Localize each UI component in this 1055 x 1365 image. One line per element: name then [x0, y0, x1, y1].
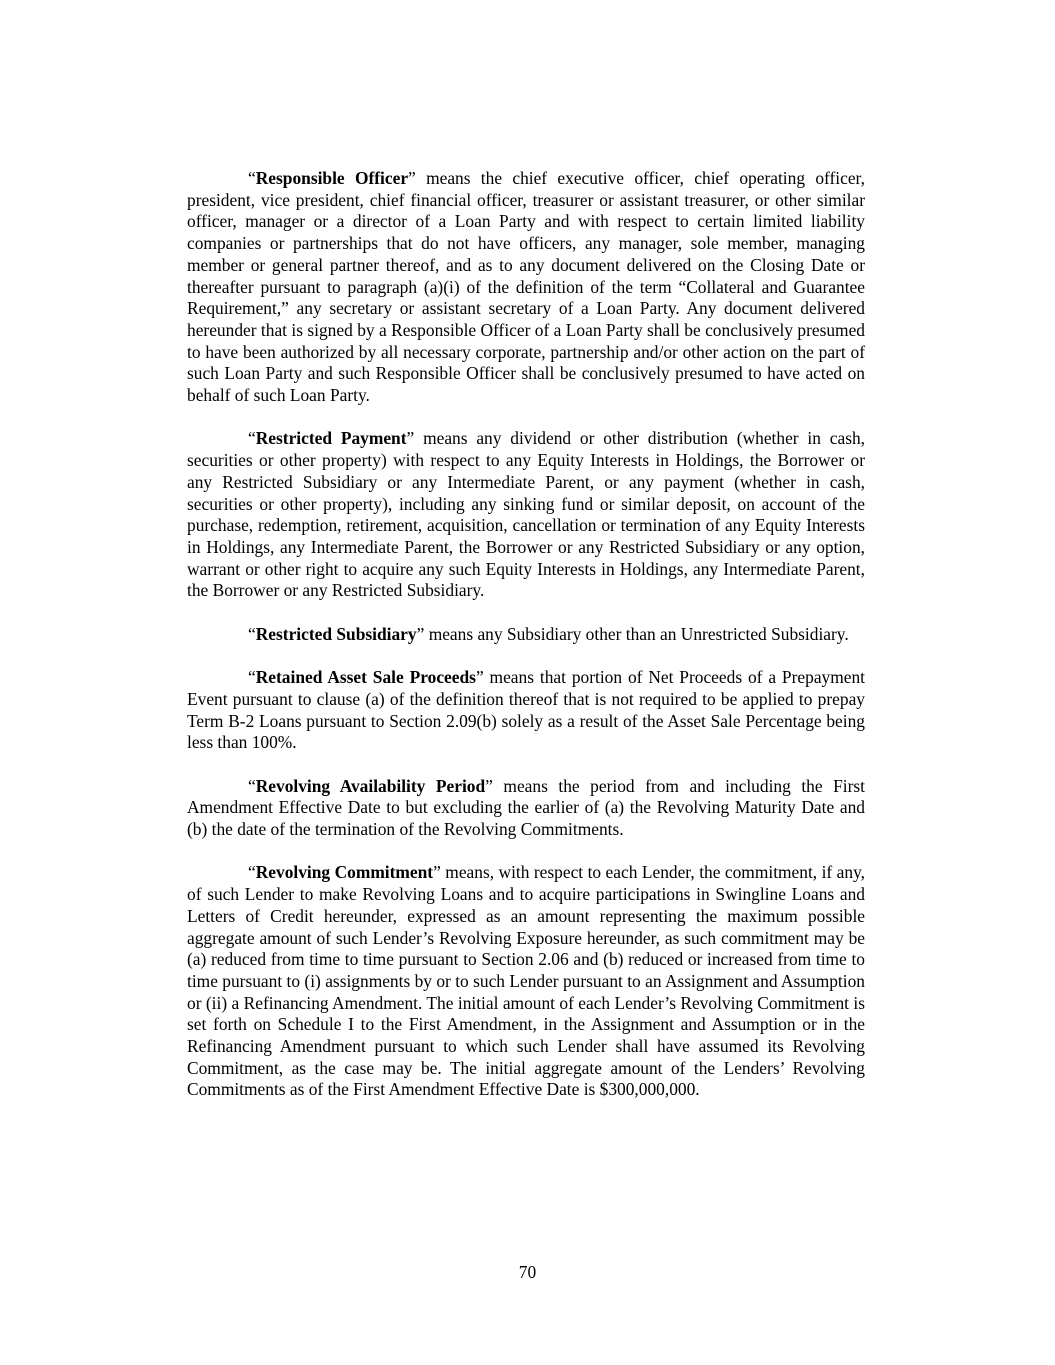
- definition-revolving-commitment: [187, 862, 865, 1101]
- definition-text: means any Subsidiary other than an Unrestricted Subsidiary.: [424, 623, 849, 644]
- defined-term: Restricted Subsidiary: [255, 623, 417, 644]
- open-quote: “: [248, 623, 256, 644]
- definition-text: means, with respect to each Lender, the commitment, if any, of such Lender to make Revolving Loans and to acquire participations in Swingline Loans and Letters of Credit hereunder, expressed as an amount representing the maximum possible aggregate amount of such Lender’s Revolving Exposure hereunder, as such commitment may be (a) reduced from time to time pursuant to Section 2.06 and (b) reduced or increased from time to time pursuant to (i) assignments by or to such Lender pursuant to an Assignment and Assumption or (ii) a Refinancing Amendment. The initial amount of each Lender’s Revolving Commitment is set forth on Schedule I to the First Amendment, in the Assignment and Assumption or in the Refinancing Amendment pursuant to which such Lender shall have assumed its Revolving Commitment, as the case may be. The initial aggregate amount of the Lenders’ Revolving Commitments as of the First Amendment Effective Date is $300,000,000.: [187, 862, 865, 1100]
- definition-text: means that portion of Net Proceeds of a Prepayment Event pursuant to clause (a) of the definition thereof that is not required to be applied to prepay Term B-2 Loans pursuant to Section 2.09(b) solely as a result of the Asset Sale Percentage being less than 100%.: [187, 667, 866, 753]
- definition-revolving-availability-period: [187, 776, 865, 841]
- definition-restricted-payment: [187, 428, 865, 602]
- defined-term: Revolving Availability Period: [255, 775, 486, 796]
- document-body: [187, 168, 865, 1123]
- defined-term: Restricted Payment: [255, 428, 407, 449]
- close-quote: ”: [433, 862, 441, 883]
- close-quote: ”: [485, 775, 493, 796]
- definition-responsible-officer: [187, 168, 865, 407]
- definition-text: means the period from and including the First Amendment Effective Date to but excluding the earlier of (a) the Revolving Maturity Date and (b) the date of the termination of the Revolving Commitments.: [187, 775, 865, 840]
- open-quote: “: [248, 428, 256, 449]
- open-quote: “: [248, 775, 256, 796]
- page-number: 70: [518, 1262, 537, 1282]
- defined-term: Retained Asset Sale Proceeds: [255, 667, 476, 688]
- definition-restricted-subsidiary: [187, 624, 865, 646]
- open-quote: “: [248, 667, 256, 688]
- defined-term: Revolving Commitment: [255, 862, 434, 883]
- close-quote: ”: [408, 168, 416, 188]
- definition-text: means the chief executive officer, chief operating officer, president, vice president, chief financial officer, treasurer or assistant treasurer, or other similar officer, manager or a director of a Loan Party and with respect to certain limited liability companies or partnerships that do not have officers, any manager, sole member, managing member or general partner thereof, and as to any document delivered on the Closing Date or thereafter pursuant to paragraph (a)(i) of the definition of the term “Collateral and Guarantee Requirement,” any secretary or assistant secretary of a Loan Party. Any document delivered hereunder that is signed by a Responsible Officer of a Loan Party shall be conclusively presumed to have been authorized by all necessary corporate, partnership and/or other action on the part of such Loan Party and such Responsible Officer shall be conclusively presumed to have acted on behalf of such Loan Party.: [187, 168, 865, 406]
- open-quote: “: [248, 168, 256, 188]
- close-quote: ”: [406, 428, 415, 449]
- close-quote: ”: [416, 623, 425, 644]
- defined-term: Responsible Officer: [255, 168, 409, 188]
- open-quote: “: [248, 862, 256, 883]
- definition-text: means any dividend or other distribution (whether in cash, securities or other property) with respect to any Equity Interests in Holdings, the Borrower or any Restricted Subsidiary or any Intermediate Parent, or any payment (whether in cash, securities or other property), including any sinking fund or similar deposit, on account of the purchase, redemption, retirement, acquisition, cancellation or termination of any Equity Interests in Holdings, any Intermediate Parent, the Borrower or any Restricted Subsidiary or any option, warrant or other right to acquire any such Equity Interests in Holdings, any Intermediate Parent, the Borrower or any Restricted Subsidiary.: [187, 428, 865, 601]
- definition-retained-asset-sale-proceeds: [187, 667, 865, 754]
- close-quote: ”: [475, 667, 484, 688]
